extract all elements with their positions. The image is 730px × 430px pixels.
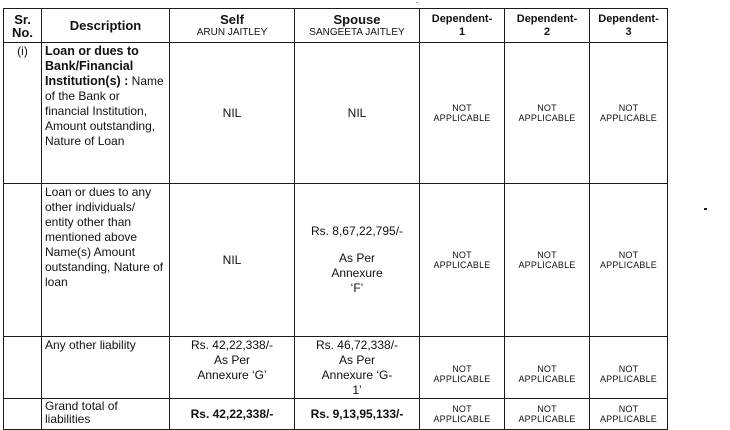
row1-dep3: NOT APPLICABLE [590,43,668,184]
row4-sr [4,399,42,430]
header-dep2-num: 2 [543,25,551,38]
row4-dep3: NOT APPLICABLE [590,399,668,430]
header-self [170,9,295,43]
row2-dep2: NOT APPLICABLE [505,184,590,337]
row1-spouse: NIL [295,43,420,184]
row3-dep3: NOT APPLICABLE [590,337,668,399]
row4-dep2: NOT APPLICABLE [505,399,590,430]
row1-dep1: NOT APPLICABLE [420,43,505,184]
row1-description [42,43,170,184]
header-dep3-num: 3 [625,25,632,38]
row4-spouse-total: Rs. 9,13,95,133/- [295,399,420,430]
table-row [4,184,668,337]
row3-self-note: As Per Annexure ‘G’ [197,353,267,382]
row4-self-total: Rs. 42,22,338/- [170,399,295,430]
row2-spouse-gap [298,239,416,251]
row3-self [170,337,295,399]
row1-self: NIL [170,43,295,184]
header-sr-label: Sr. [14,11,31,27]
row2-spouse-note: As Per Annexure ‘F’ [331,251,383,295]
row1-dep2: NOT APPLICABLE [505,43,590,184]
row4-description: Grand total of liabilities [42,399,170,430]
header-sr-no [4,9,42,43]
row3-dep1: NOT APPLICABLE [420,337,505,399]
header-dependent-2 [505,9,590,43]
row1-sr: (i) [4,43,42,184]
scan-speck [416,2,418,3]
header-dep1-num: 1 [458,25,466,38]
header-dep1-label: Dependent- [431,12,493,25]
row3-spouse-amount: Rs. 46,72,338/- [315,338,399,352]
header-description [42,9,170,43]
header-spouse [295,9,420,43]
row2-spouse-amount: Rs. 8,67,22,795/- [310,224,404,238]
row2-spouse [295,184,420,337]
margin-dot [704,208,707,210]
header-dependent-3 [590,9,668,43]
row4-dep1: NOT APPLICABLE [420,399,505,430]
row2-dep1: NOT APPLICABLE [420,184,505,337]
row3-description: Any other liability [42,337,170,399]
row3-sr [4,337,42,399]
header-spouse-label: Spouse [333,11,381,27]
row3-spouse-note: As Per Annexure ‘G-1’ [321,353,393,397]
header-self-label: Self [220,11,244,27]
row3-self-amount: Rs. 42,22,338/- [190,338,274,352]
row1-description-heading: Loan or dues to Bank/Financial Institution(s) : [45,44,139,88]
row3-spouse [295,337,420,399]
header-spouse-name: SANGEETA JAITLEY [309,26,405,38]
header-row [4,9,668,43]
row1-description-text: Name of the Bank or financial Institution, Amount outstanding, Nature of Loan [45,74,164,148]
table-row [4,43,668,184]
row3-dep2: NOT APPLICABLE [505,337,590,399]
header-self-name: ARUN JAITLEY [196,26,268,38]
header-no-label: No. [12,24,33,40]
row2-self: NIL [170,184,295,337]
row2-sr [4,184,42,337]
liabilities-table [3,8,668,430]
header-dependent-1 [420,9,505,43]
header-description-label: Description [69,18,142,33]
header-dep2-label: Dependent- [516,12,578,25]
header-dep3-label: Dependent- [598,12,659,25]
row2-dep3: NOT APPLICABLE [590,184,668,337]
row2-description: Loan or dues to any other individuals/ entity other than mentioned above Name(s) Amount outstanding, Nature of loan [42,184,170,337]
table-row [4,399,668,430]
table-row [4,337,668,399]
